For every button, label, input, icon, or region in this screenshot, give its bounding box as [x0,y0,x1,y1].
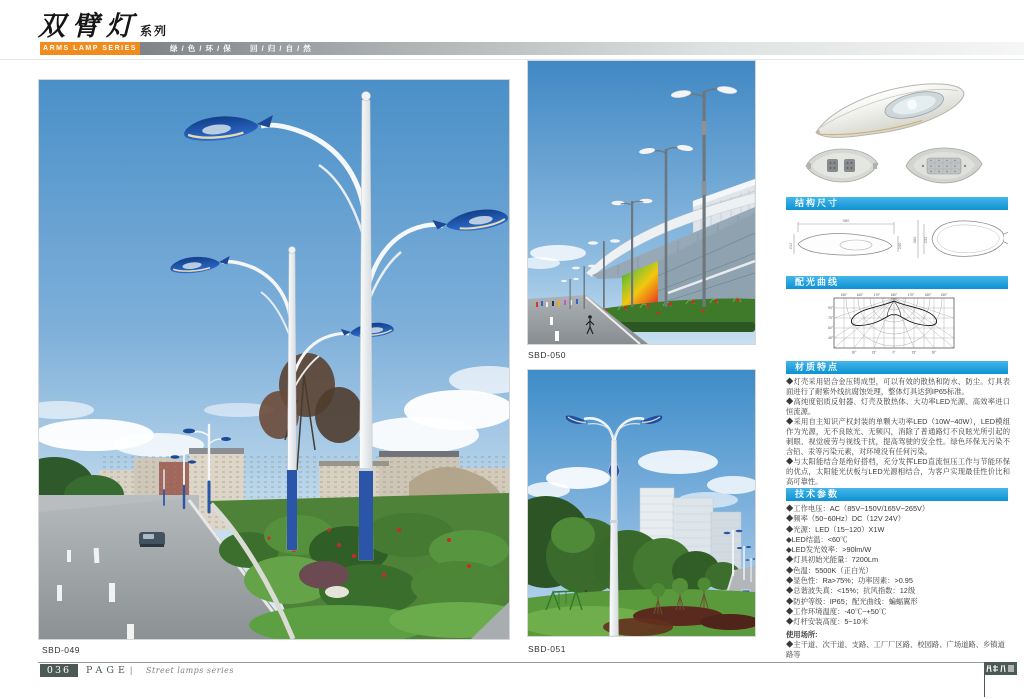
svg-text:15°: 15° [911,350,917,355]
car [139,532,165,547]
footer-divider [38,662,1008,663]
lamp-head-product-images [786,62,1008,194]
material-feature-item: ◆与太阳能结合是绝好搭档，充分发挥LED直流恒压工作与节能环保的优点，太阳能光伏板与LED光源相结合，为客户实现最佳性价比和高可靠性。 [786,457,1010,486]
street-scene-median-lamps [39,80,509,639]
photo-label-sbd-050: SBD-050 [528,350,566,360]
photometric-curve-diagram [828,291,960,355]
section-header-structure: 结构尺寸 [786,197,1008,210]
tech-param: ◆色温：5500K（正白光） [786,565,873,575]
photometric-chart [828,291,960,355]
svg-text:45°: 45° [828,336,833,340]
svg-text:75°: 75° [828,316,833,320]
page-title-suffix: 系列 [140,24,169,38]
photo-sbd-051 [527,369,756,637]
material-feature-item: ◆采用自主知识产权封装的单颗大功率LED（10W~40W），LED模组作为光源，无不良眩光、无频闪，消除了普通路灯不良眩光所引起的刺眼、视觉疲劳与视线干扰，提高驾驶的安全性。绿色环保无污染不含铅、汞等污染元素，对环境没有任何污染。 [786,417,1010,456]
photo-label-sbd-051: SBD-051 [528,644,566,654]
svg-text:170°: 170° [873,293,881,297]
dim-width-inner: 232 [923,236,928,244]
section-header-material: 材质特点 [786,361,1008,374]
top-view-drawing [912,220,1008,258]
svg-text:0°: 0° [892,350,896,355]
tech-param: ◆LED结温：<60℃ [786,534,848,544]
svg-text:60°: 60° [828,326,833,330]
dim-height-right: 240 [897,242,902,250]
usage-title: 使用场所: [786,629,818,639]
section-header-light-curve: 配光曲线 [786,276,1008,289]
tech-param: ◆工作环境温度：-40℃~+50℃ [786,606,887,616]
lamp-head-renders [786,62,1008,194]
dim-length: 980 [842,218,850,223]
svg-text:160°: 160° [924,293,932,297]
footer-separator: | [130,665,133,675]
page-title-calligraphy: 双臂灯 [38,11,140,42]
lamp-head-bottom-view-left [806,149,878,182]
dim-height-left: 212 [788,242,793,250]
avenue-lamp-scene [528,370,755,636]
material-feature-item: ◆灯壳采用铝合金压铸成型，可以有效的散热和防水、防尘。灯具表面进行了耐紫外线抗腐蚀处理，整体灯具达到IP65标准。 [786,377,1010,396]
page-word: PAGE [86,665,129,676]
photo-sbd-049 [38,79,510,640]
tech-param: ◆光源：LED（15~120）X1W [786,524,885,534]
dimension-drawings [786,214,1008,266]
svg-text:150°: 150° [840,293,848,297]
tech-param: ◆灯具初始光能量：7200Lm [786,555,879,565]
svg-text:30°: 30° [931,350,937,355]
svg-text:170°: 170° [907,293,915,297]
slogan-green: 绿 / 色 / 环 / 保 [170,44,232,53]
tech-parameters-list [786,504,1012,660]
tech-param: ◆灯杆安装高度：5~10米 [786,617,869,627]
exhibition-hall-scene [528,61,755,344]
tech-param: ◆频率（50~60Hz）DC（12V 24V） [786,514,906,524]
svg-text:160°: 160° [856,293,864,297]
header-divider [0,59,1024,60]
series-banner-en: ARMS LAMP SERIES [40,42,140,55]
brand-logo-marks [984,662,1017,675]
usage-text: ◆主干道、次干道、支路、工厂厂区路、校园路、广场道路、乡镇道路等 [786,639,1005,660]
dim-width: 380 [912,236,917,244]
slogan-banner [140,42,1024,55]
tech-param: ◆显色性：Ra>75%；功率因素：>0.95 [786,576,913,586]
photo-sbd-050 [527,60,756,345]
svg-text:15°: 15° [871,350,877,355]
photo-label-sbd-049: SBD-049 [42,645,80,655]
side-view-drawing [788,218,902,255]
material-feature-item: ◆高纯度铝质反射器、灯壳及散热体、大功率LED光源、高效率进口恒流源。 [786,397,1010,416]
tech-param: ◆LED发光效率：>90lm/W [786,545,872,555]
brand-logo-tail [984,675,985,697]
slogan-nature: 回 / 归 / 自 / 然 [250,44,312,53]
tech-param: ◆工作电压：AC（85V~150V/165V~265V） [786,504,930,513]
tech-param: ◆总谐波失真：<15%；抗风指数：12级 [786,586,916,596]
structure-drawings [786,214,1008,270]
brand-logo [984,662,1017,675]
page-number-badge: 036 [40,664,78,677]
lamp-head-bottom-view-right [906,148,982,183]
section-header-parameters: 技术参数 [786,488,1008,501]
svg-text:30°: 30° [851,350,857,355]
tech-param: ◆防护等级：IP65；配光曲线：蝙蝠翼形 [786,596,918,606]
svg-text:180°: 180° [890,293,898,297]
lamp-head-side-view [810,73,968,149]
svg-text:150°: 150° [940,293,948,297]
svg-text:90°: 90° [828,306,833,310]
page-title [38,4,168,43]
footer-series-name: Street lamps series [146,666,234,675]
material-features-text [786,377,1010,487]
